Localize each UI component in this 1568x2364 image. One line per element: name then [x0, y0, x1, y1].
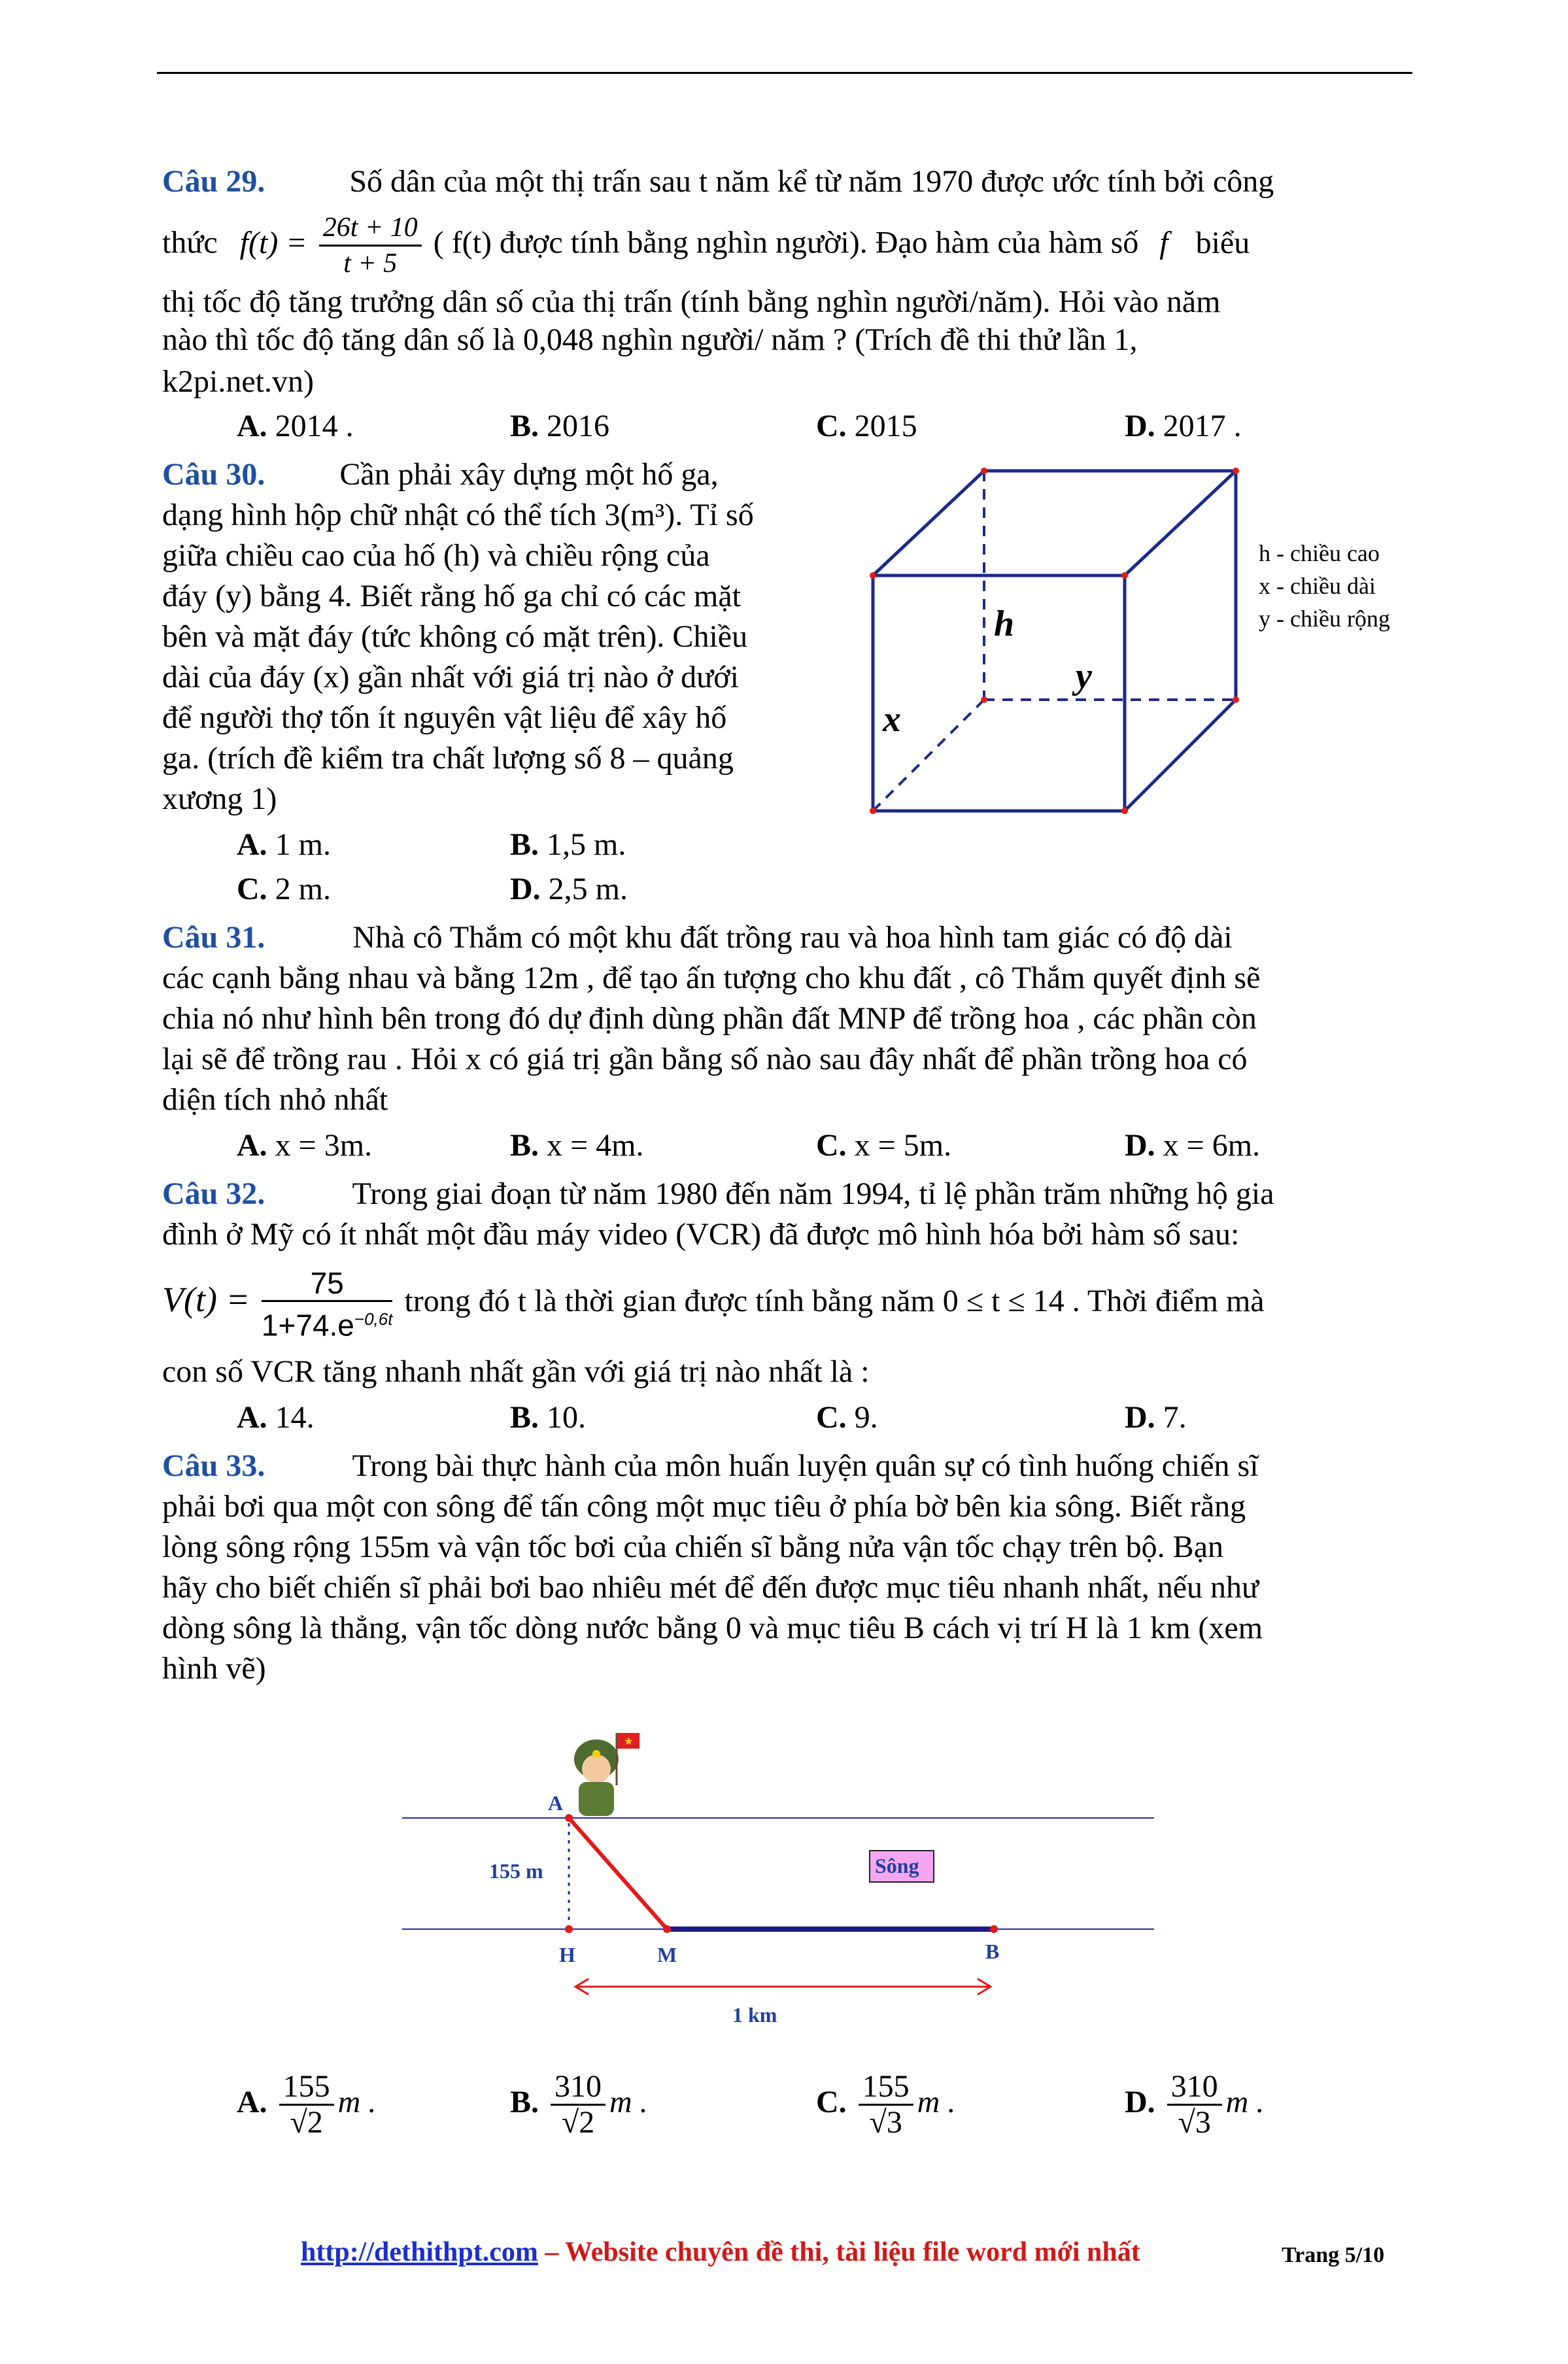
q29-text-2d: biểu: [1195, 225, 1250, 260]
header-rule: [157, 72, 1412, 74]
q33-label: Câu 33.: [162, 1448, 265, 1483]
q31-line-3: chia nó như hình bên trong đó dự định dùng phần đất MNP để trồng hoa , các phần còn: [162, 1001, 1257, 1036]
footer: [301, 2236, 1140, 2268]
page-number: Trang 5/10: [1282, 2243, 1385, 2267]
q31-option-b[interactable]: B. x = 4m.: [510, 1128, 644, 1163]
q32-option-a[interactable]: A. 14.: [237, 1400, 315, 1435]
q29-label: Câu 29.: [162, 164, 265, 199]
q30-line-8: ga. (trích đề kiểm tra chất lượng số 8 – quảng: [162, 741, 734, 776]
q30-option-b[interactable]: B. 1,5 m.: [510, 827, 626, 862]
q31-line-1: Câu 31. Nhà cô Thắm có một khu đất trồng rau và hoa hình tam giác có độ dài: [162, 920, 1233, 955]
legend-h: h - chiều cao: [1259, 540, 1380, 566]
q31-line-2: các cạnh bằng nhau và bằng 12m , để tạo ấn tượng cho khu đất , cô Thắm quyết định sẽ: [162, 961, 1261, 995]
svg-text:★: ★: [624, 1736, 634, 1747]
q30-line-3: giữa chiều cao của hố (h) và chiều rộng của: [162, 538, 710, 573]
q29-option-d[interactable]: D. 2017 .: [1125, 409, 1242, 443]
q30-option-d[interactable]: D. 2,5 m.: [510, 872, 628, 906]
legend-x: x - chiều dài: [1259, 573, 1376, 599]
q29-text-2b: ( f(t) được tính bằng nghìn người). Đạo hàm của hàm số: [433, 225, 1139, 260]
q31-option-c[interactable]: C. x = 5m.: [816, 1128, 952, 1163]
q32-option-b[interactable]: B. 10.: [510, 1400, 587, 1435]
q29-line-1: [162, 162, 1405, 201]
soldier-icon: [574, 1733, 639, 1816]
q33-option-c[interactable]: C. $\frac{155}{√3}$ m .: [816, 2069, 956, 2140]
footer-link[interactable]: http://dethithpt.com: [301, 2237, 538, 2267]
q32-formula-fraction: $\frac{75}{1+74.e^{-0,6t}}$: [261, 1265, 393, 1343]
q30-line-2: dạng hình hộp chữ nhật có thể tích 3(m³). Tỉ số: [162, 498, 754, 532]
label-h: h: [994, 604, 1015, 644]
distance-label: 1 km: [732, 2003, 777, 2027]
q33-line-2: phải bơi qua một con sông để tấn công một mục tiêu ở phía bờ bên kia sông. Biết rằng: [162, 1489, 1246, 1524]
label-y: y: [1076, 656, 1092, 696]
q31-label: Câu 31.: [162, 920, 265, 955]
q30-line-9: xương 1): [162, 781, 277, 816]
q33-line-5: dòng sông là thẳng, vận tốc dòng nước bằng 0 và mục tiêu B cách vị trí H là 1 km (xem: [162, 1611, 1263, 1645]
q31-line-4: lại sẽ để trồng rau . Hỏi x có giá trị gần bằng số nào sau đây nhất để phần trồng hoa có: [162, 1042, 1248, 1076]
q30-line-4: đáy (y) bằng 4. Biết rằng hố ga chỉ có các mặt: [162, 579, 741, 613]
q33-line-4: hãy cho biết chiến sĩ phải bơi bao nhiêu mét để đến được mục tiêu nhanh nhất, nếu như: [162, 1570, 1259, 1605]
q29-line-3: thị tốc độ tăng trưởng dân số của thị trấn (tính bằng nghìn người/năm). Hỏi vào năm: [162, 284, 1221, 319]
q29-option-a[interactable]: A. 2014 .: [237, 409, 354, 443]
q29-line-2: [162, 211, 1250, 281]
q32-line-4: con số VCR tăng nhanh nhất gần với giá trị nào nhất là :: [162, 1354, 870, 1389]
q33-option-a[interactable]: A. $\frac{155}{√2}$ m .: [237, 2069, 377, 2140]
point-h-label: H: [559, 1943, 575, 1966]
q32-formula-lhs: V(t) =: [162, 1280, 250, 1319]
q32-line-2: đình ở Mỹ có ít nhất một đầu máy video (VCR) đã được mô hình hóa bởi hàm số sau:: [162, 1217, 1240, 1252]
q33-line-3: lòng sông rộng 155m và vận tốc bơi của chiến sĩ bằng nửa vận tốc chạy trên bộ. Bạn: [162, 1530, 1223, 1564]
q29-line-4: nào thì tốc độ tăng dân số là 0,048 nghìn người/ năm ? (Trích đề thi thử lần 1,: [162, 322, 1138, 357]
river-width-label: 155 m: [489, 1859, 543, 1883]
q30-line-6: dài của đáy (x) gần nhất với giá trị nào ở dưới: [162, 660, 739, 694]
q29-text-2a: thức: [162, 225, 218, 260]
q29-text-1: Số dân của một thị trấn sau t năm kể từ năm 1970 được ước tính bởi công: [349, 164, 1274, 199]
q31-line-5: diện tích nhỏ nhất: [162, 1082, 388, 1117]
q29-formula-den: t + 5: [343, 248, 398, 279]
q32-line-1: Câu 32. Trong giai đoạn từ năm 1980 đến năm 1994, tỉ lệ phần trăm những hộ gia: [162, 1176, 1274, 1211]
q31-option-d[interactable]: D. x = 6m.: [1125, 1128, 1261, 1163]
box-figure: [850, 451, 1439, 831]
q32-label: Câu 32.: [162, 1176, 265, 1211]
q32-option-d[interactable]: D. 7.: [1125, 1400, 1187, 1435]
q29-option-c[interactable]: C. 2015: [816, 409, 917, 443]
footer-text: – Website chuyên đề thi, tài liệu file word mới nhất: [537, 2237, 1140, 2267]
legend-y: y - chiều rộng: [1259, 606, 1390, 632]
q30-option-c[interactable]: C. 2 m.: [237, 872, 332, 906]
point-b-label: B: [985, 1940, 1000, 1963]
q33-option-d[interactable]: D. $\frac{310}{√3}$ m .: [1125, 2069, 1265, 2140]
q29-text-2c: f: [1159, 225, 1168, 260]
q33-option-b[interactable]: B. $\frac{310}{√2}$ m .: [510, 2069, 648, 2140]
river-label: Sông: [875, 1854, 919, 1877]
river-figure: [392, 1707, 1177, 2034]
q33-line-6: hình vẽ): [162, 1651, 266, 1686]
q32-line-3: [162, 1263, 1265, 1342]
q29-formula-lhs: f(t) =: [239, 225, 307, 260]
q30-option-a[interactable]: A. 1 m.: [237, 827, 332, 862]
label-x: x: [883, 699, 901, 740]
point-m-label: M: [657, 1943, 677, 1966]
q29-line-5: k2pi.net.vn): [162, 364, 314, 399]
q29-formula-fraction: [319, 211, 422, 281]
q29-option-b[interactable]: B. 2016: [510, 409, 610, 443]
q33-line-1: Câu 33. Trong bài thực hành của môn huấn luyện quân sự có tình huống chiến sĩ: [162, 1448, 1259, 1483]
q30-label: Câu 30.: [162, 457, 265, 492]
q32-option-c[interactable]: C. 9.: [816, 1400, 878, 1435]
q30-line-1: Câu 30. Cần phải xây dựng một hố ga,: [162, 457, 719, 492]
q32-text-3: trong đó t là thời gian được tính bằng năm 0 ≤ t ≤ 14 . Thời điểm mà: [404, 1284, 1265, 1318]
point-a-label: A: [548, 1791, 564, 1815]
q29-formula-num: 26t + 10: [319, 211, 422, 247]
q30-line-7: để người thợ tốn ít nguyên vật liệu để xây hố: [162, 700, 727, 735]
q31-option-a[interactable]: A. x = 3m.: [237, 1128, 373, 1163]
q30-line-5: bên và mặt đáy (tức không có mặt trên). Chiều: [162, 619, 748, 654]
